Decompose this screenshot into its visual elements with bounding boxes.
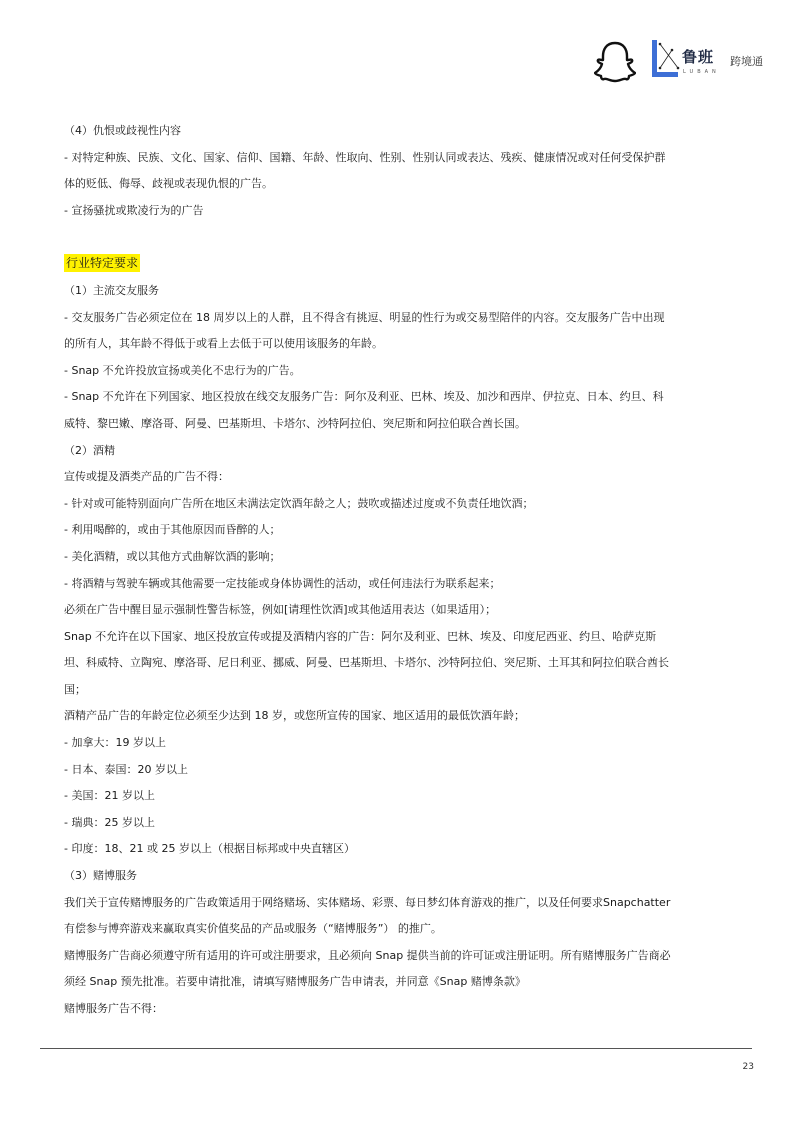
brand-tagline: 跨境通	[730, 55, 763, 68]
paragraph-line: 坦、科威特、立陶宛、摩洛哥、尼日利亚、挪威、阿曼、巴基斯坦、卡塔尔、沙特阿拉伯、突尼斯、土耳其和阿拉伯联合酋长	[64, 656, 669, 670]
paragraph-line: - 加拿大：19 岁以上	[64, 736, 166, 750]
brand-name: 鲁班	[682, 48, 715, 66]
paragraph-line: - 宣扬骚扰或欺凌行为的广告	[64, 203, 204, 217]
paragraph-line: 我们关于宣传赌博服务的广告政策适用于网络赌场、实体赌场、彩票、每日梦幻体育游戏的推广，以及任何要求Snapchatter	[64, 895, 671, 909]
subsection-heading-gambling: （3）赌博服务	[64, 869, 137, 883]
paragraph-line: - 美化酒精，或以其他方式曲解饮酒的影响；	[64, 549, 281, 563]
paragraph-line: - 针对或可能特别面向广告所在地区未满法定饮酒年龄之人；鼓吹或描述过度或不负责任地饮酒；	[64, 496, 534, 510]
paragraph-line: - Snap 不允许投放宣扬或美化不忠行为的广告。	[64, 363, 301, 377]
paragraph-line: Snap 不允许在以下国家、地区投放宣传或提及酒精内容的广告：阿尔及利亚、巴林、埃及、印度尼西亚、约旦、哈萨克斯	[64, 629, 657, 643]
paragraph-line: 必须在广告中醒目显示强制性警告标签，例如[请理性饮酒]或其他适用表达（如果适用）；	[64, 603, 497, 617]
paragraph-line: 威特、黎巴嫩、摩洛哥、阿曼、巴基斯坦、卡塔尔、沙特阿拉伯、突尼斯和阿拉伯联合酋长国。	[64, 416, 526, 430]
luban-logo-icon	[648, 38, 684, 80]
paragraph-line: 国；	[64, 682, 86, 696]
paragraph-line: - 对特定种族、民族、文化、国家、信仰、国籍、年龄、性取向、性别、性别认同或表达、残疾、健康情况或对任何受保护群	[64, 150, 666, 164]
brand-subtitle: LUBAN	[683, 69, 720, 75]
paragraph-line: - Snap 不允许在下列国家、地区投放在线交友服务广告：阿尔及利亚、巴林、埃及、加沙和西岸、伊拉克、日本、约旦、科	[64, 390, 664, 404]
snapchat-ghost-icon	[594, 40, 636, 84]
header-logos	[592, 36, 782, 88]
paragraph-line: 赌博服务广告不得：	[64, 1002, 163, 1015]
paragraph-line: - 将酒精与驾驶车辆或其他需要一定技能或身体协调性的活动，或任何违法行为联系起来；	[64, 576, 501, 590]
paragraph-line: - 美国：21 岁以上	[64, 789, 155, 803]
paragraph-line: - 印度：18、21 或 25 岁以上（根据目标邦或中央直辖区）	[64, 842, 355, 856]
page-number: 23	[742, 1062, 754, 1072]
paragraph-line: 须经 Snap 预先批准。若要申请批准，请填写赌博服务广告申请表，并同意《Snap 赌博条款》	[64, 975, 526, 989]
paragraph-line: 体的贬低、侮辱、歧视或表现仇恨的广告。	[64, 177, 273, 191]
subsection-heading-dating: （1）主流交友服务	[64, 283, 159, 297]
paragraph-line: 酒精产品广告的年龄定位必须至少达到 18 岁，或您所宣传的国家、地区适用的最低饮酒年龄；	[64, 709, 525, 723]
paragraph-line: - 日本、泰国：20 岁以上	[64, 762, 188, 776]
paragraph-line: - 瑞典：25 岁以上	[64, 815, 155, 829]
paragraph-line: 的所有人，其年龄不得低于或看上去低于可以使用该服务的年龄。	[64, 337, 383, 351]
paragraph-line: 有偿参与博弈游戏来赢取真实价值奖品的产品或服务（“赌博服务”） 的推广。	[64, 922, 442, 936]
footer-divider	[40, 1048, 752, 1049]
subsection-heading-hate: （4）仇恨或歧视性内容	[64, 124, 181, 137]
section-gap	[64, 224, 734, 250]
paragraph-line: 宣传或提及酒类产品的广告不得：	[64, 470, 229, 484]
document-body	[64, 118, 734, 1023]
paragraph-line: 赌博服务广告商必须遵守所有适用的许可或注册要求，且必须向 Snap 提供当前的许可证或注册证明。所有赌博服务广告商必	[64, 948, 671, 962]
subsection-heading-alcohol: （2）酒精	[64, 443, 115, 457]
paragraph-line: - 交友服务广告必须定位在 18 周岁以上的人群，且不得含有挑逗、明显的性行为或交易型陪伴的内容。交友服务广告中出现	[64, 310, 665, 324]
paragraph-line: - 利用喝醉的，或由于其他原因而昏醉的人；	[64, 523, 281, 537]
section-heading-row	[64, 250, 734, 278]
section-heading: 行业特定要求	[66, 256, 139, 271]
